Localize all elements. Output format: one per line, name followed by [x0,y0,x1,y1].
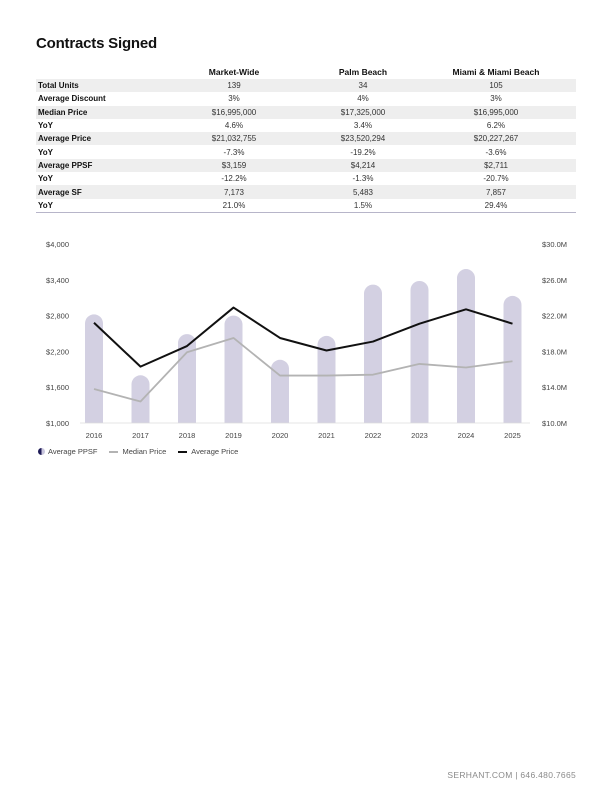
y-right-tick-label: $26.0M [542,275,568,285]
table-cell: $2,711 [416,159,576,172]
table-cell: 1.5% [310,199,416,213]
bar-average-ppsf [457,269,475,423]
y-right-tick-label: $14.0M [542,383,568,393]
table-cell: $20,227,267 [416,132,576,145]
table-cell: 3% [490,94,502,104]
bar-average-ppsf-base [457,414,475,423]
table-cell: $23,520,294 [310,132,416,145]
ppsf-price-chart [0,230,612,445]
table-row [36,159,576,172]
table-row [36,79,576,92]
bar-average-ppsf-base [411,414,429,423]
bar-average-ppsf [411,281,429,423]
bar-average-ppsf-base [504,414,522,423]
table-cell: -12.2% [221,174,247,184]
table-cell: 7,857 [416,185,576,198]
x-tick-label: 2021 [318,431,335,440]
line-average-price [94,308,513,367]
row-label: Median Price [36,106,158,119]
y-right-tick-label: $18.0M [542,347,568,357]
legend-label: Median Price [122,447,167,456]
row-label: YoY [38,147,53,157]
x-tick-label: 2022 [364,431,382,440]
table-cell: 4% [357,94,369,104]
bar-average-ppsf [271,360,289,423]
legend-item-average-price [178,447,238,456]
y-left-tick-label: $2,800 [46,311,69,321]
table-cell: 29.4% [416,199,576,213]
table-cell: $16,995,000 [158,106,310,119]
table-cell: $3,159 [158,159,310,172]
table-cell: -3.6% [485,147,507,157]
table-cell: -1.3% [352,174,374,184]
bar-average-ppsf-base [85,414,103,423]
column-header: Palm Beach [338,67,388,77]
table-cell: 4.6% [224,121,244,131]
table-cell: 139 [158,79,310,92]
x-tick-label: 2018 [178,431,196,440]
bar-average-ppsf [178,334,196,423]
table-cell: $17,325,000 [310,106,416,119]
y-right-tick-label: $30.0M [542,240,568,249]
legend-item-average-ppsf [38,447,97,456]
table-cell: 7,173 [158,185,310,198]
footer-contact: SERHANT.COM | 646.480.7665 [447,770,576,780]
row-label: Average SF [36,185,158,198]
row-label: YoY [38,174,53,184]
table-cell: -19.2% [350,147,376,157]
table-row [36,185,576,198]
y-left-tick-label: $1,000 [46,419,69,428]
bar-average-ppsf-base [364,414,382,423]
bar-average-ppsf-base [318,414,336,423]
y-left-tick-label: $2,200 [46,347,69,357]
table-cell: 3% [228,94,240,104]
x-tick-label: 2020 [271,431,289,440]
row-label: Average PPSF [36,159,158,172]
column-header [36,65,158,79]
table-cell: 5,483 [310,185,416,198]
bar-average-ppsf-base [225,414,243,423]
legend-swatch-icon [38,448,45,455]
contracts-table [36,65,576,213]
chart-legend [38,447,250,456]
y-right-tick-label: $22.0M [542,311,568,321]
table-row [36,106,576,119]
table-cell: -20.7% [483,174,509,184]
table-row [36,172,576,185]
y-left-tick-label: $1,600 [46,383,69,393]
x-tick-label: 2023 [411,431,428,440]
y-right-tick-label: $10.0M [542,419,568,428]
table-cell: -7.3% [223,147,245,157]
row-label: YoY [36,199,158,213]
row-label: Average Price [36,132,158,145]
bar-average-ppsf [225,316,243,423]
column-header: Market-Wide [208,67,260,77]
legend-label: Average Price [191,447,239,456]
y-left-tick-label: $3,400 [46,275,69,285]
bar-average-ppsf-base [132,414,150,423]
bar-average-ppsf-base [178,414,196,423]
table-row [36,132,576,145]
x-tick-label: 2024 [457,431,475,440]
x-tick-label: 2019 [225,431,242,440]
x-tick-label: 2016 [85,431,103,440]
row-label: Total Units [36,79,158,92]
legend-swatch-icon [109,451,118,453]
table-cell: 6.2% [486,121,506,131]
row-label: Average Discount [38,94,106,104]
table-cell: 21.0% [158,199,310,213]
page-title: Contracts Signed [36,35,157,52]
column-header: Miami & Miami Beach [452,67,540,77]
table-row [36,199,576,213]
y-left-tick-label: $4,000 [46,240,69,249]
table-row [36,92,576,105]
line-median-price [94,338,513,402]
table-cell: 34 [310,79,416,92]
table-cell: 105 [416,79,576,92]
legend-label: Average PPSF [48,447,98,456]
bar-average-ppsf [364,285,382,423]
row-label: YoY [38,121,53,131]
table-row [36,119,576,132]
table-cell: $4,214 [310,159,416,172]
legend-swatch-icon [178,451,187,453]
table-cell: 3.4% [353,121,373,131]
table-cell: $21,032,755 [158,132,310,145]
bar-average-ppsf-base [271,414,289,423]
x-tick-label: 2017 [132,431,149,440]
legend-item-median-price [109,447,166,456]
table-cell: $16,995,000 [416,106,576,119]
table-row [36,145,576,158]
bar-average-ppsf [504,296,522,423]
table-header-row [36,65,576,79]
x-tick-label: 2025 [504,431,521,440]
bar-average-ppsf [85,314,103,423]
